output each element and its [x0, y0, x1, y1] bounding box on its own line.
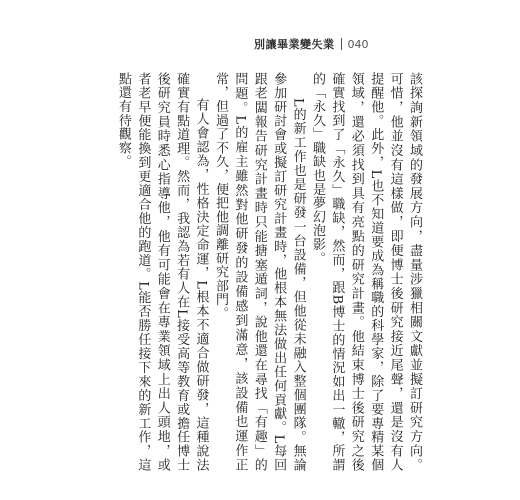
paragraph-2: L的新工作也是研發一台設備，但他從未融入整個團隊。無論參加研討會或擬訂研究計畫時，他根本無法做出任何貢獻。L每回跟老闆報告研究計畫時只能搪塞遁詞，說他還在尋找「有趣」的問題。L的雇主雖然對他研發的設備感到滿意，該設備也運作正常，但過了不久，便把他調離研究部門。: [212, 72, 306, 472]
paragraph-1: 該探詢新領域的發展方向，盡量涉獵相關文獻並擬訂研究方向。可惜，他並沒有這樣做，即便博士後研究接近尾聲，還是沒有人提醒他。此外，L也不知道要成為稱職的科學家，除了要專精某個領域，還必須找到具有亮點的研究計畫。他結束博士後研究之後確實找到了「永久」職缺，然而，跟B博士的情況如出一轍，所謂的「永久」職缺也是夢幻泡影。: [309, 72, 422, 472]
book-title: 別讓畢業變失業: [254, 38, 335, 51]
page-number: 040: [347, 37, 369, 51]
header-divider: [341, 38, 342, 50]
paragraph-3: 有人會認為，性格決定命運，L根本不適合做研發，這種說法確實有點道理。然而，我認為若有人在L接受高等教育或擔任博士後研究員時悉心指導他，他有可能會在專業領域上出人頭地，或者老早便能換到更適合他的跑道。L能否勝任接下來的新工作，這點還有待觀察。: [115, 72, 209, 472]
running-header: [254, 36, 369, 52]
body-text: [64, 72, 424, 472]
